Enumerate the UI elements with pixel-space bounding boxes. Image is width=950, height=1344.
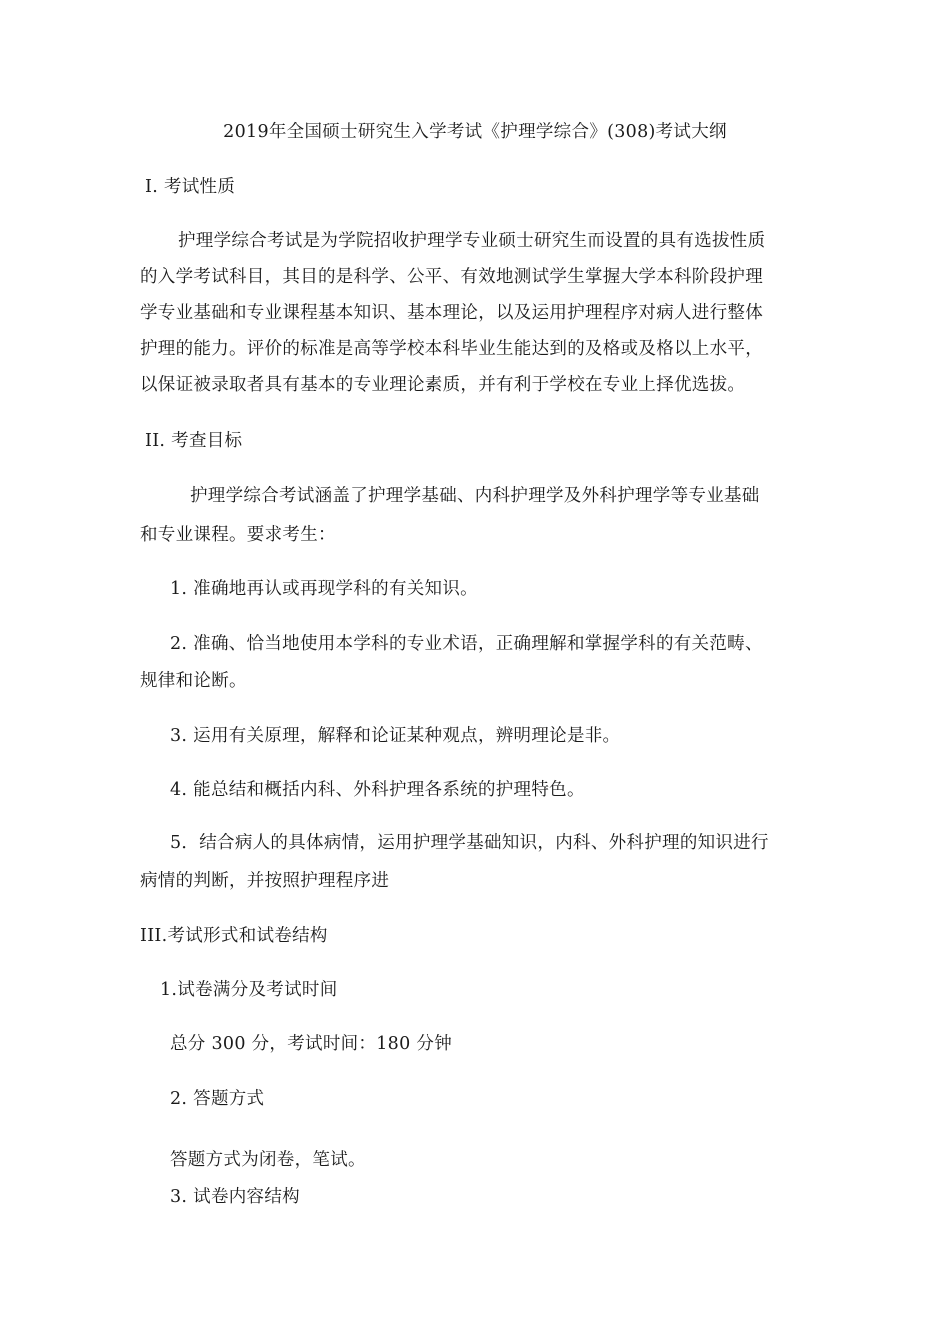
- list-item: 3. 运用有关原理，解释和论证某种观点，辨明理论是非。: [170, 726, 621, 746]
- section-heading-nature: I. 考试性质: [145, 177, 236, 197]
- subsection-heading-score-time: 1.试卷满分及考试时间: [160, 980, 338, 1000]
- paragraph-line: 以保证被录取者具有基本的专业理论素质，并有利于学校在专业上择优选拔。: [140, 375, 746, 395]
- subsection-heading-content-structure: 3. 试卷内容结构: [170, 1187, 300, 1207]
- list-item: 2. 准确、恰当地使用本学科的专业术语，正确理解和掌握学科的有关范畴、: [170, 634, 763, 654]
- section-heading-objectives: II. 考查目标: [145, 431, 243, 451]
- list-item: 5．结合病人的具体病情，运用护理学基础知识，内科、外科护理的知识进行: [170, 833, 769, 853]
- paragraph-line: 护理学综合考试涵盖了护理学基础、内科护理学及外科护理学等专业基础: [190, 486, 760, 506]
- paragraph-line: 和专业课程。要求考生：: [140, 525, 336, 545]
- paragraph-line: 护理的能力。评价的标准是高等学校本科毕业生能达到的及格或及格以上水平，: [140, 339, 763, 359]
- subsection-text-answer-method: 答题方式为闭卷，笔试。: [170, 1150, 366, 1170]
- paragraph-line: 学专业基础和专业课程基本知识、基本理论，以及运用护理程序对病人进行整体: [140, 303, 763, 323]
- list-item: 4. 能总结和概括内科、外科护理各系统的护理特色。: [170, 780, 585, 800]
- list-item-continuation: 病情的判断，并按照护理程序进: [140, 871, 390, 891]
- paragraph-line: 护理学综合考试是为学院招收护理学专业硕士研究生而设置的具有选拔性质: [178, 231, 766, 251]
- document-title: 2019年全国硕士研究生入学考试《护理学综合》(308)考试大纲: [223, 122, 727, 142]
- section-heading-format: III.考试形式和试卷结构: [140, 926, 328, 946]
- subsection-text-score-time: 总分 300 分，考试时间：180 分钟: [170, 1034, 452, 1054]
- list-item-continuation: 规律和论断。: [140, 671, 247, 691]
- subsection-heading-answer-method: 2. 答题方式: [170, 1089, 265, 1109]
- list-item: 1. 准确地再认或再现学科的有关知识。: [170, 579, 478, 599]
- paragraph-line: 的入学考试科目，其目的是科学、公平、有效地测试学生掌握大学本科阶段护理: [140, 267, 763, 287]
